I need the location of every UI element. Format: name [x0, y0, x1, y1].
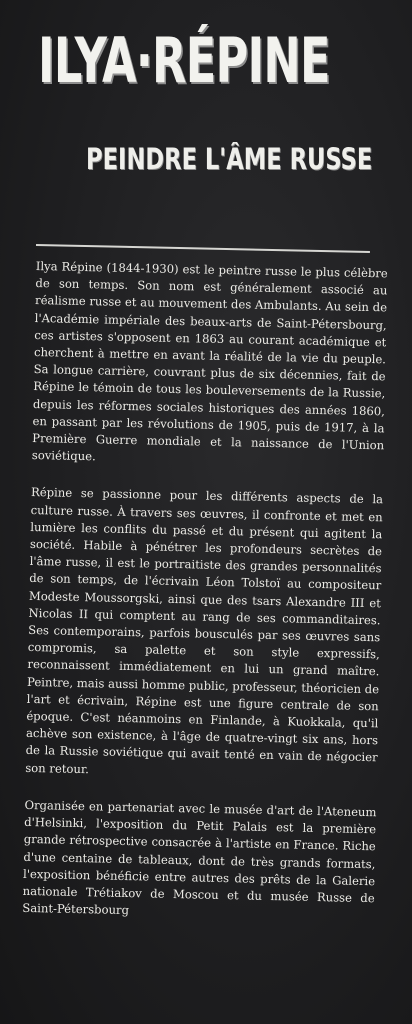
- exhibition-description: [22, 258, 388, 945]
- title-divider: [36, 244, 370, 253]
- paragraph-biography: Ilya Répine (1844-1930) est le peintre russe le plus célèbre de son temps. Son nom est généralement associé au réalisme russe et au mouvement des Ambulants. Au sein de l'Académie impériale des beaux-arts de Saint-Pétersbourg, ces artistes s'opposent en 1863 au courant académique et cherchent à mettre en avant la réalité de la vie du peuple. Sa longue carrière, couvrant plus de six décennies, fait de Répine le témoin de tous les bouleversements de la Russie, depuis les réformes sociales historiques des années 1860, en passant par les révolutions de 1905, puis de 1917, à la Première Guerre mondiale et la naissance de l'Union soviétique.: [31, 258, 388, 464]
- paragraph-exhibition: Organisée en partenariat avec le musée d'art de l'Ateneum d'Helsinki, l'exposition du Petit Palais est la première grande rétrospective consacrée à l'artiste en France. Riche d'une centaine de tableaux, dont de très grands formats, l'exposition bénéficie entre autres des prêts de la Galerie nationale Trétiakov de Moscou et du musée Russe de Saint-Pétersbourg: [22, 797, 377, 918]
- paragraph-culture: Répine se passionne pour les différents aspects de la culture russe. À travers ses œuvres, il confronte et met en lumière les conflits du passé et du présent qui agitent la société. Habile à pénétrer les profondeurs secrètes de l'âme russe, il est le portraitiste des grandes personnalités de son temps, de l'écrivain Léon Tolstoï au compositeur Modeste Moussorgski, ainsi que des tsars Alexandre III et Nicolas II qui comptent au rang de ses commanditaires. Ses contemporains, parfois bousculés par ses œuvres sans compromis, sa palette et son style expressifs, reconnaissent immédiatement en lui un grand maître. Peintre, mais aussi homme public, professeur, théoricien de l'art et écrivain, Répine est une figure centrale de son époque. C'est néanmoins en Finlande, à Kuokkala, qu'il achève son existence, à l'âge de quatre-vingt six ans, hors de la Russie soviétique qui avait tenté en vain de négocier son retour.: [25, 485, 384, 776]
- exhibition-title: ILYA·RÉPINE: [38, 24, 330, 97]
- exhibition-subtitle: PEINDRE L'ÂME RUSSE: [86, 142, 373, 176]
